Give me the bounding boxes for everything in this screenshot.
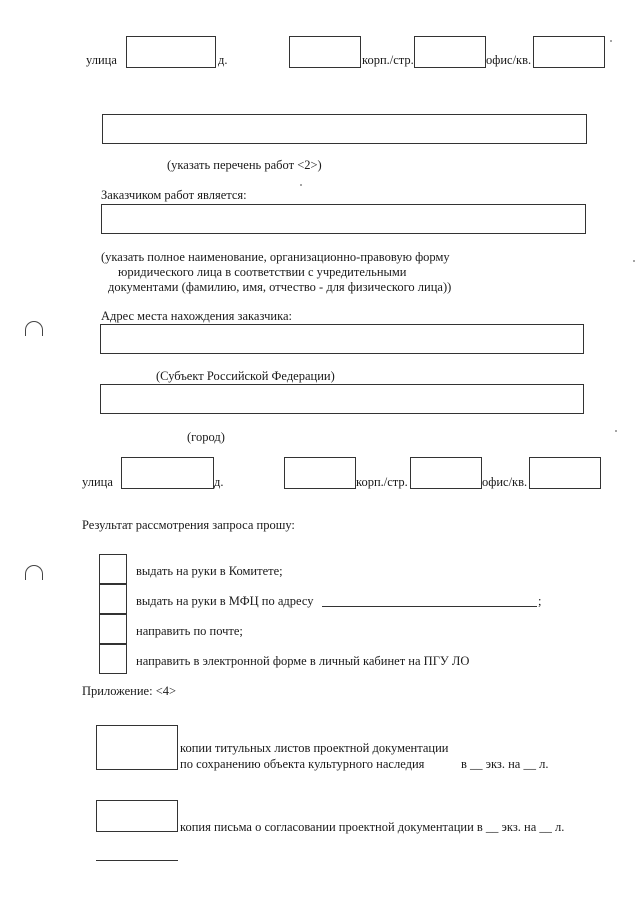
office-field[interactable] [529, 457, 601, 489]
footnote-separator [96, 860, 178, 861]
city-hint: (город) [187, 430, 225, 444]
punch-hole-bottom [25, 565, 43, 580]
building-field[interactable] [410, 457, 482, 489]
works-list-field[interactable] [102, 114, 587, 144]
scan-speck [610, 40, 612, 42]
office-label: офис/кв. [486, 53, 532, 67]
customer-address-label: Адрес места нахождения заказчика: [101, 309, 293, 323]
punch-hole-top [25, 321, 43, 336]
scan-speck [615, 430, 617, 432]
attachment-item1-tail: в __ экз. на __ л. [461, 757, 549, 771]
street-field[interactable] [126, 36, 216, 68]
option-label-post: направить по почте; [136, 624, 243, 638]
customer-hint-line1: (указать полное наименование, организационно-правовую форму [101, 250, 450, 264]
street-label: улица [82, 475, 113, 489]
customer-label: Заказчиком работ является: [101, 188, 247, 202]
house-field[interactable] [284, 457, 356, 489]
option-checkbox-post[interactable] [99, 614, 127, 644]
mfc-address-line[interactable] [322, 606, 537, 607]
city-field[interactable] [100, 384, 584, 414]
building-label: корп./стр. [362, 53, 414, 67]
attachment-checkbox-title-pages[interactable] [96, 725, 178, 770]
house-field[interactable] [289, 36, 361, 68]
option-label-mfc: выдать на руки в МФЦ по адресу [136, 594, 314, 608]
attachment-label: Приложение: <4> [82, 684, 177, 698]
scan-speck [300, 184, 302, 186]
house-label: д. [214, 475, 224, 489]
result-label: Результат рассмотрения запроса прошу: [82, 518, 295, 532]
building-field[interactable] [414, 36, 486, 68]
customer-hint-line3: документами (фамилию, имя, отчество - для физического лица)) [108, 280, 452, 294]
street-field[interactable] [121, 457, 214, 489]
attachment-item2-line: копия письма о согласовании проектной документации в __ экз. на __ л. [180, 820, 565, 834]
customer-name-field[interactable] [101, 204, 586, 234]
subject-hint: (Субъект Российской Федерации) [156, 369, 335, 383]
office-label: офис/кв. [482, 475, 528, 489]
house-label: д. [218, 53, 228, 67]
scan-speck [633, 260, 635, 262]
street-label: улица [86, 53, 117, 67]
option-checkbox-mfc[interactable] [99, 584, 127, 614]
option-checkbox-electronic[interactable] [99, 644, 127, 674]
attachment-item1-line1: копии титульных листов проектной документации [180, 741, 449, 755]
attachment-checkbox-approval-letter[interactable] [96, 800, 178, 832]
office-field[interactable] [533, 36, 605, 68]
customer-hint-line2: юридического лица в соответствии с учредительными [118, 265, 407, 279]
subject-field[interactable] [100, 324, 584, 354]
option-label-committee: выдать на руки в Комитете; [136, 564, 283, 578]
option-label-electronic: направить в электронной форме в личный кабинет на ПГУ ЛО [136, 654, 470, 668]
building-label: корп./стр. [356, 475, 408, 489]
option-checkbox-committee[interactable] [99, 554, 127, 584]
works-hint: (указать перечень работ <2>) [167, 158, 322, 172]
mfc-suffix: ; [538, 594, 542, 608]
attachment-item1-line2: по сохранению объекта культурного наследия [180, 757, 425, 771]
